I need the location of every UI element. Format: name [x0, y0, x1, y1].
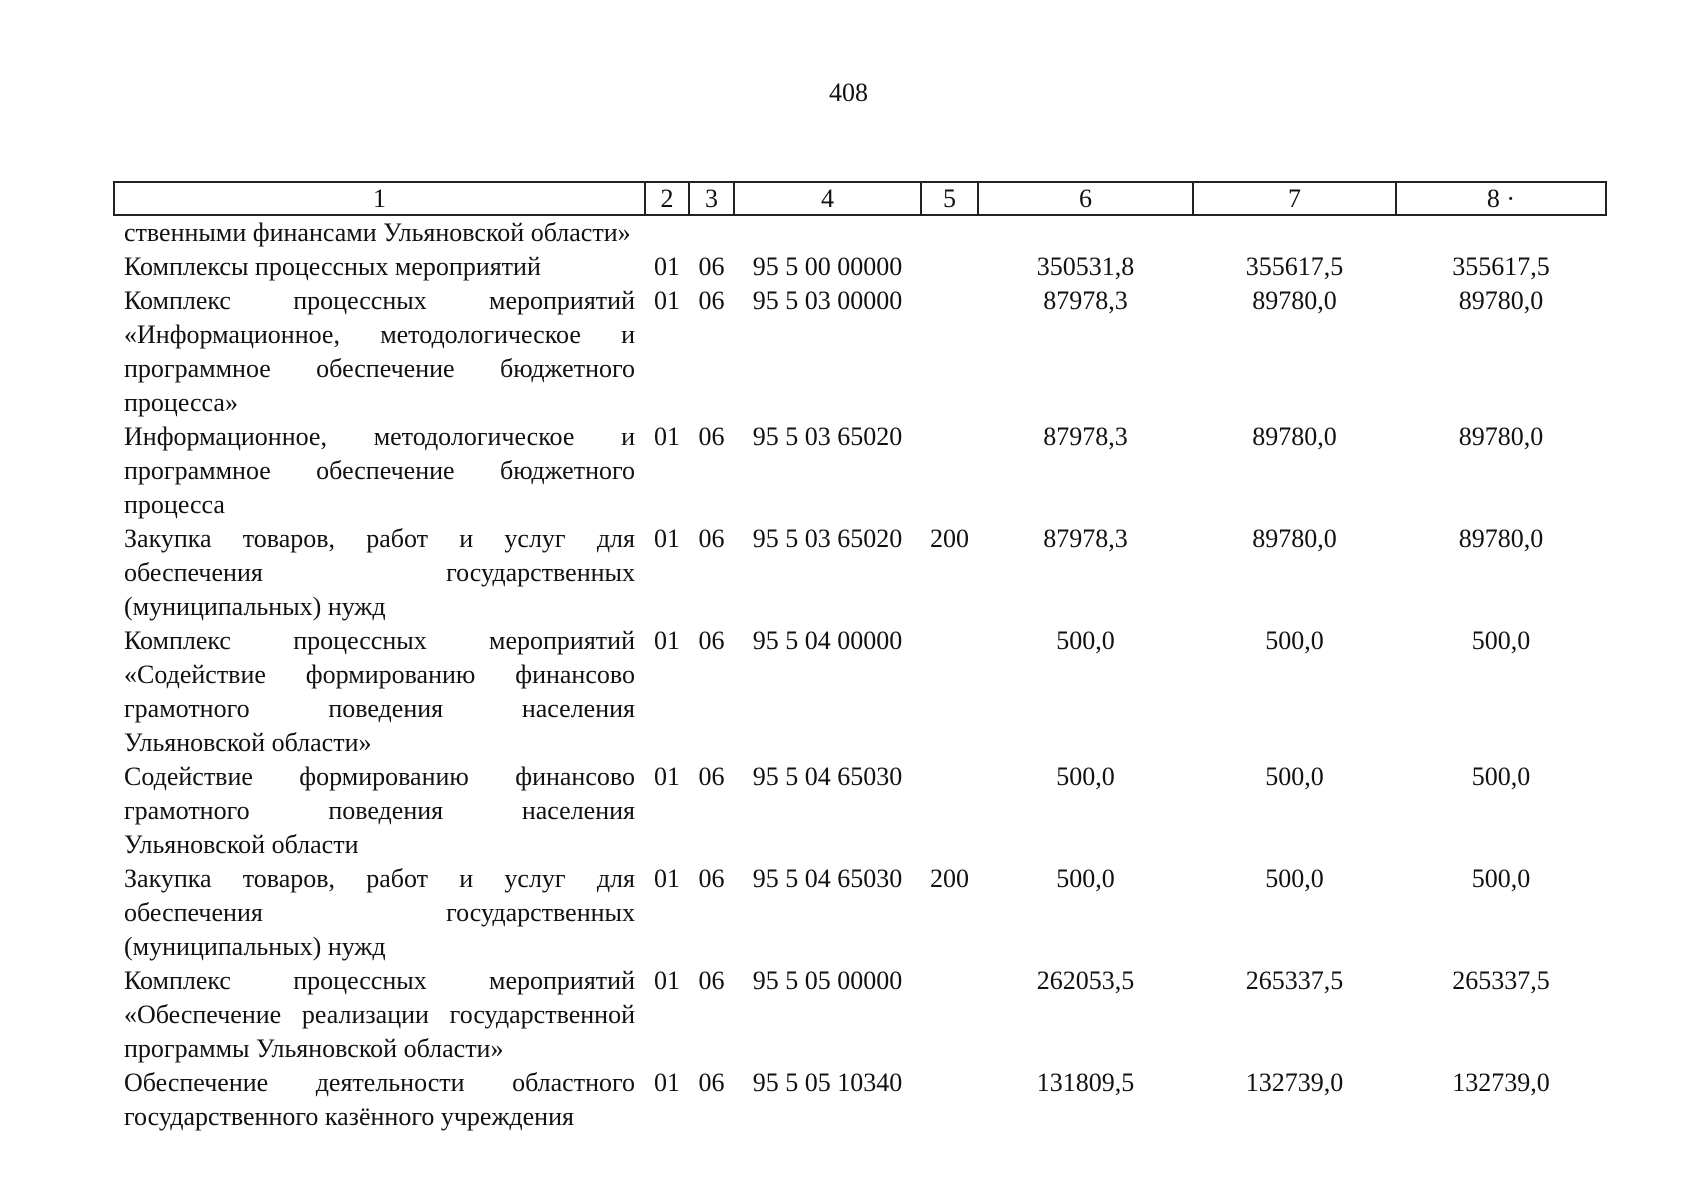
table-header	[114, 182, 1606, 215]
row-name: Комплекс процессных мероприятий «Содействие формированию финансово грамотного поведения населения Ульяновской области»	[124, 626, 635, 757]
row-value-6: 131809,5	[1036, 1068, 1135, 1097]
row-value-8: 500,0	[1471, 762, 1531, 791]
row-value-6: 350531,8	[1036, 252, 1135, 281]
table-body	[114, 215, 1606, 1134]
row-expense-type	[921, 760, 978, 862]
row-name: Содействие формированию финансово грамотного поведения населения Ульяновской области	[124, 762, 635, 859]
row-value-8: 265337,5	[1452, 966, 1550, 995]
row-section: 01	[654, 524, 680, 553]
row-value-8: 500,0	[1471, 864, 1531, 893]
row-subsection: 06	[698, 864, 725, 893]
budget-table	[113, 181, 1607, 1134]
row-value-8	[1396, 215, 1606, 250]
row-value-7: 500,0	[1265, 762, 1324, 791]
row-target-code: 95 5 03 00000	[752, 286, 903, 315]
row-target-code: 95 5 04 65030	[752, 762, 903, 791]
row-subsection	[689, 215, 734, 250]
row-subsection: 06	[698, 1068, 725, 1097]
row-target-code: 95 5 05 10340	[752, 1068, 903, 1097]
row-target-code: 95 5 05 00000	[752, 966, 903, 995]
header-col-3: 3	[689, 182, 734, 215]
row-value-7: 265337,5	[1245, 966, 1344, 995]
header-col-7: 7	[1193, 182, 1396, 215]
row-value-8: 89780,0	[1458, 286, 1544, 315]
row-section: 01	[654, 966, 680, 995]
row-section: 01	[654, 1068, 680, 1097]
row-section: 01	[654, 286, 680, 315]
row-value-7: 500,0	[1265, 626, 1324, 655]
row-value-7: 500,0	[1265, 864, 1324, 893]
row-expense-type: 200	[930, 864, 969, 893]
row-target-code: 95 5 03 65020	[752, 524, 903, 553]
row-value-6: 262053,5	[1036, 966, 1135, 995]
row-name: Комплекс процессных мероприятий «Обеспечение реализации государственной программы Ульяновской области»	[124, 966, 635, 1063]
row-expense-type	[921, 215, 978, 250]
row-name: Комплексы процессных мероприятий	[124, 252, 541, 281]
row-value-8: 89780,0	[1458, 524, 1544, 553]
row-value-7	[1193, 215, 1396, 250]
table-row	[114, 420, 1606, 522]
table-row	[114, 215, 1606, 250]
row-target-code: 95 5 04 65030	[752, 864, 903, 893]
row-target-code: 95 5 03 65020	[752, 422, 903, 451]
row-value-6: 87978,3	[1043, 286, 1128, 315]
row-value-6	[978, 215, 1193, 250]
header-row	[114, 182, 1606, 215]
row-value-8: 500,0	[1471, 626, 1531, 655]
row-target-code	[734, 215, 921, 250]
row-expense-type	[921, 964, 978, 1066]
row-value-7: 89780,0	[1252, 286, 1337, 315]
header-col-1: 1	[114, 182, 645, 215]
row-name: Комплекс процессных мероприятий «Информационное, методологическое и программное обеспечение бюджетного процесса»	[124, 286, 635, 417]
row-section: 01	[654, 864, 680, 893]
row-value-7: 355617,5	[1245, 252, 1344, 281]
row-value-6: 500,0	[1056, 864, 1115, 893]
header-col-8: 8 ·	[1396, 182, 1606, 215]
row-value-7: 89780,0	[1252, 524, 1337, 553]
row-expense-type	[921, 420, 978, 522]
table-row	[114, 250, 1606, 284]
header-col-6: 6	[978, 182, 1193, 215]
row-value-7: 132739,0	[1245, 1068, 1344, 1097]
header-col-5: 5	[921, 182, 978, 215]
row-name: ственными финансами Ульяновской области»	[124, 218, 631, 247]
row-name: Закупка товаров, работ и услуг для обеспечения государственных (муниципальных) нужд	[124, 524, 635, 621]
row-expense-type	[921, 284, 978, 420]
row-expense-type	[921, 624, 978, 760]
header-col-2: 2	[645, 182, 689, 215]
row-target-code: 95 5 04 00000	[752, 626, 903, 655]
page-number: 408	[829, 78, 868, 107]
row-target-code: 95 5 00 00000	[752, 252, 903, 281]
row-section: 01	[654, 252, 680, 281]
row-value-6: 500,0	[1056, 762, 1115, 791]
row-value-8: 355617,5	[1452, 252, 1550, 281]
row-value-7: 89780,0	[1252, 422, 1337, 451]
row-value-8: 89780,0	[1458, 422, 1544, 451]
row-subsection: 06	[698, 524, 725, 553]
row-value-6: 87978,3	[1043, 422, 1128, 451]
row-subsection: 06	[698, 966, 725, 995]
row-subsection: 06	[698, 422, 725, 451]
row-expense-type	[921, 1066, 978, 1134]
row-section: 01	[654, 626, 680, 655]
row-section: 01	[654, 422, 680, 451]
row-name: Обеспечение деятельности областного государственного казённого учреждения	[124, 1068, 635, 1131]
row-value-8: 132739,0	[1452, 1068, 1550, 1097]
table-row	[114, 862, 1606, 964]
row-subsection: 06	[698, 252, 725, 281]
table-row	[114, 284, 1606, 420]
row-section	[645, 215, 689, 250]
table-row	[114, 760, 1606, 862]
table-row	[114, 1066, 1606, 1134]
row-expense-type: 200	[930, 524, 969, 553]
table-row	[114, 624, 1606, 760]
table-row	[114, 964, 1606, 1066]
row-value-6: 500,0	[1056, 626, 1115, 655]
row-subsection: 06	[698, 626, 725, 655]
header-col-4: 4	[734, 182, 921, 215]
row-value-6: 87978,3	[1043, 524, 1128, 553]
row-subsection: 06	[698, 286, 725, 315]
row-expense-type	[921, 250, 978, 284]
row-subsection: 06	[698, 762, 725, 791]
row-name: Информационное, методологическое и программное обеспечение бюджетного процесса	[124, 422, 635, 519]
row-name: Закупка товаров, работ и услуг для обеспечения государственных (муниципальных) нужд	[124, 864, 635, 961]
row-section: 01	[654, 762, 680, 791]
table-row	[114, 522, 1606, 624]
